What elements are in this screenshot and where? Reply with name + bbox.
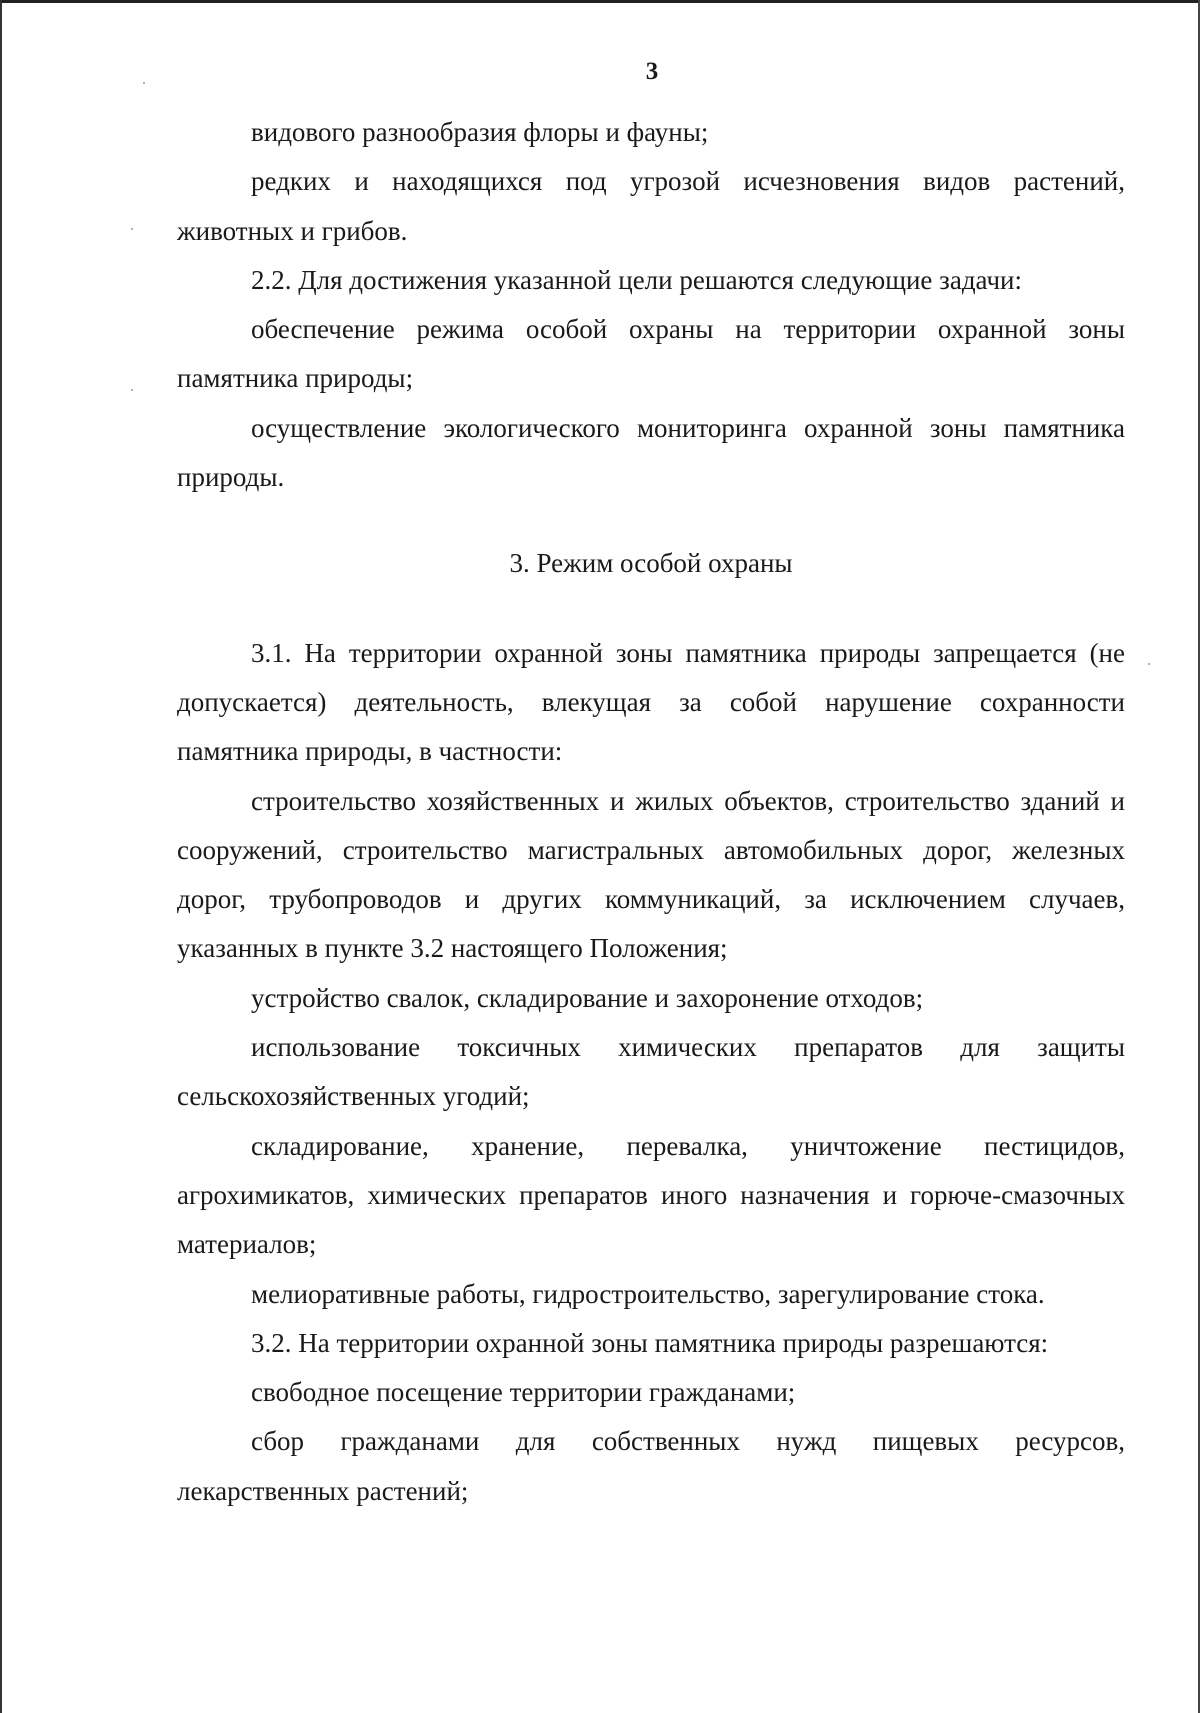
paragraph: использование токсичных химических препаратов для защиты сельскохозяйственных угодий; bbox=[177, 1032, 1125, 1112]
scan-edge-top bbox=[0, 0, 1200, 3]
paragraph: видового разнообразия флоры и фауны; bbox=[251, 117, 709, 147]
page-number: 3 bbox=[645, 58, 659, 85]
paragraph: сбор гражданами для собственных нужд пищевых ресурсов, лекарственных растений; bbox=[177, 1426, 1125, 1506]
paragraph: складирование, хранение, перевалка, уничтожение пестицидов, агрохимикатов, химических препаратов иного назначения и горюче-смазочных материалов; bbox=[177, 1130, 1125, 1260]
paragraph: осуществление экологического мониторинга охранной зоны памятника природы. bbox=[177, 412, 1125, 493]
paragraph: 3.1. На территории охранной зоны памятника природы запрещается (не допускается) деятельность, влекущая за собой нарушение сохранности памятника природы, в частности: bbox=[177, 637, 1125, 767]
paragraph: мелиоративные работы, гидростроительство, зарегулирование стока. bbox=[251, 1278, 1045, 1309]
document-body bbox=[177, 108, 1125, 1516]
scan-speck bbox=[131, 228, 133, 230]
scan-speck bbox=[131, 389, 133, 391]
scan-edge-left bbox=[0, 0, 2, 1713]
paragraph: строительство хозяйственных и жилых объектов, строительство зданий и сооружений, строительство магистральных автомобильных дорог, железных дорог, трубопроводов и других коммуникаций, за исключением случаев, указанных в пункте 3.2 настоящего Положения; bbox=[177, 785, 1125, 964]
scan-speck bbox=[1148, 663, 1150, 665]
paragraph: устройство свалок, складирование и захоронение отходов; bbox=[251, 982, 924, 1013]
paragraph: свободное посещение территории гражданами; bbox=[251, 1377, 796, 1408]
paragraph: 3.2. На территории охранной зоны памятника природы разрешаются: bbox=[251, 1327, 1049, 1358]
paragraph: 2.2. Для достижения указанной цели решаются следующие задачи: bbox=[251, 264, 1022, 295]
paragraph: обеспечение режима особой охраны на территории охранной зоны памятника природы; bbox=[177, 314, 1125, 394]
paragraph: редких и находящихся под угрозой исчезновения видов растений, животных и грибов. bbox=[177, 166, 1125, 246]
section-heading: 3. Режим особой охраны bbox=[509, 548, 793, 579]
